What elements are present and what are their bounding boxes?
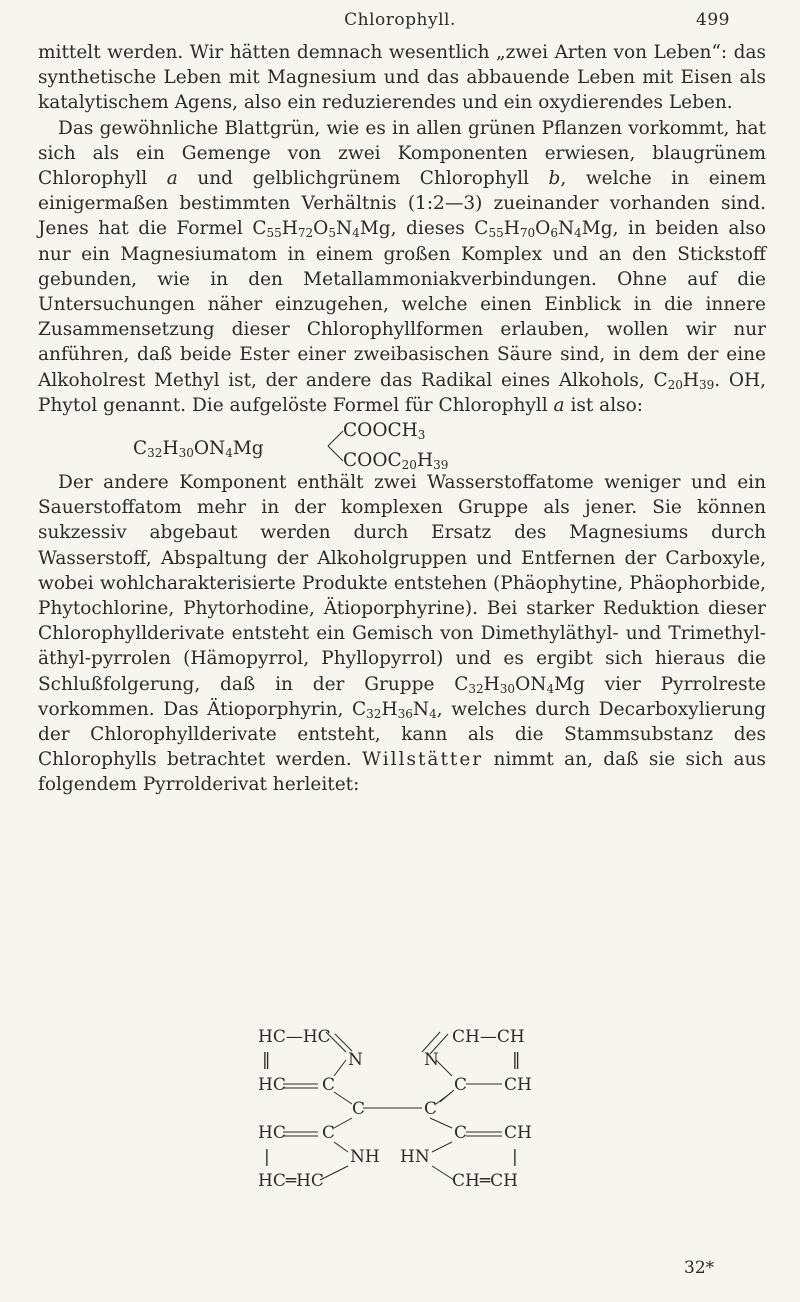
label-hc-row3: HC bbox=[258, 1075, 286, 1095]
chlorophyll-a-formula bbox=[38, 418, 766, 473]
formula-branch-methyl: $COOCH_3$ bbox=[343, 420, 426, 443]
double-bond-right-1: ‖ bbox=[512, 1050, 521, 1070]
pyrrole-structure-diagram bbox=[0, 1020, 800, 1230]
structure-bonds bbox=[283, 1032, 502, 1180]
page-number: 499 bbox=[696, 10, 730, 30]
body-text bbox=[38, 40, 766, 798]
formula-branch-phytyl: $COOC_{20}H_{39}$ bbox=[343, 450, 449, 473]
label-ch-ch-bottom: CH═CH bbox=[452, 1171, 518, 1191]
paragraph-3: Der andere Komponent enthält zwei Wasserstoffatome weniger und ein Sauerstoffatom mehr in der komplexen Gruppe als jener. Sie können sukzessiv abgebaut werden durch Ersatz des Magnesiums durch Wasserstoff, Abspaltung der Alkoholgruppen und Entfernen der Carboxyle, wobei wohlcharakterisierte Produkte entstehen (Phäophytine, Phäophorbide, Phytochlorine, Phytorhodine, Ätioporphyrine). Bei starker Reduktion dieser Chlorophyllderivate entsteht ein Gemisch von Dimethyläthyl- und Trimethyl-äthyl-pyrrolen (Hämopyrrol, Phyllopyrrol) und es ergibt sich hieraus die Schlußfolgerung, daß in der Gruppe $C_{32}H_{30}ON_4Mg$ vier Pyrrolreste vorkommen. Das Ätioporphyrin, $C_{32}H_{36}N_4$, welches durch Decarboxylierung der Chlorophyllderivate entsteht, kann als die Stammsubstanz des Chlorophylls betrachtet werden. Willstätter nimmt an, daß sie sich aus folgendem Pyrrolderivat herleitet: bbox=[38, 472, 766, 796]
paragraph-1: mittelt werden. Wir hätten demnach wesentlich „zwei Arten von Leben“: das synthetische Leben mit Magnesium und das abbauende Leben mit Eisen als katalytischem Agens, also ein reduzierendes und ein oxydierendes Leben. bbox=[38, 42, 766, 114]
label-ch-ch-top: CH—CH bbox=[452, 1027, 525, 1047]
paragraph-2: Das gewöhnliche Blattgrün, wie es in allen grünen Pflanzen vorkommt, hat sich als ein Gemenge von zwei Komponenten erwiesen, blaugrünem Chlorophyll a und gelblichgrünem Chlorophyll b, welche in einem einigermaßen bestimmten Verhältnis (1:2—3) zueinander vorhanden sind. Jenes hat die Formel $C_{55}H_{72}O_5N_4Mg$, dieses $C_{55}H_{70}O_6N_4Mg$, in beiden also nur ein Magnesiumatom in einem großen Komplex und an den Stickstoff gebunden, wie in den Metallammoniakverbindungen. Ohne auf die Untersuchungen näher einzugehen, welche einen Einblick in die innere Zusammensetzung dieser Chlorophyllformen erlauben, wollen wir nur anführen, daß beide Ester einer zweibasischen Säure sind, in dem der eine Alkoholrest Methyl ist, der andere das Radikal eines Alkohols, $C_{20}H_{39}$. OH, Phytol genannt. Die aufgelöste Formel für Chlorophyll a ist also: bbox=[38, 117, 766, 416]
label-c-row4-left: C bbox=[352, 1099, 366, 1119]
formula-phytol: $C_{20}H_{39}$ bbox=[653, 369, 715, 392]
running-header bbox=[70, 10, 730, 34]
single-bond-left-2: | bbox=[264, 1147, 270, 1167]
label-n-left: N bbox=[348, 1050, 363, 1070]
author-name: Willstätter bbox=[362, 749, 484, 771]
formula-core: $C_{32}H_{30}ON_4Mg$ bbox=[133, 438, 264, 461]
formula-chlorophyll-a: $C_{55}H_{72}O_5N_4Mg$ bbox=[252, 218, 391, 241]
label-nh-left: NH bbox=[350, 1147, 380, 1167]
label-c-row5-left: C bbox=[322, 1123, 336, 1143]
label-n-right: N bbox=[424, 1050, 439, 1070]
double-bond-left-1: ‖ bbox=[262, 1050, 271, 1070]
formula-aetioporphyrin: $C_{32}H_{36}N_4$ bbox=[352, 698, 437, 721]
running-title: Chlorophyll. bbox=[344, 10, 456, 30]
formula-group: $C_{32}H_{30}ON_4Mg$ bbox=[454, 673, 585, 696]
label-hc-hc-bottom: HC═HC bbox=[258, 1171, 324, 1191]
signature-mark: 32* bbox=[684, 1258, 715, 1278]
formula-chlorophyll-b: $C_{55}H_{70}O_6N_4Mg$ bbox=[474, 218, 613, 241]
label-ch-row5: CH bbox=[504, 1123, 532, 1143]
label-hc-hc-top: HC—HC bbox=[258, 1027, 331, 1047]
label-c-row3-left: C bbox=[322, 1075, 336, 1095]
label-c-row3-right: C bbox=[454, 1075, 468, 1095]
label-c-row4-right: C bbox=[424, 1099, 438, 1119]
label-hc-row5: HC bbox=[258, 1123, 286, 1143]
label-hn-right: HN bbox=[400, 1147, 430, 1167]
label-c-row5-right: C bbox=[454, 1123, 468, 1143]
label-ch-row3: CH bbox=[504, 1075, 532, 1095]
single-bond-right-2: | bbox=[512, 1147, 518, 1167]
